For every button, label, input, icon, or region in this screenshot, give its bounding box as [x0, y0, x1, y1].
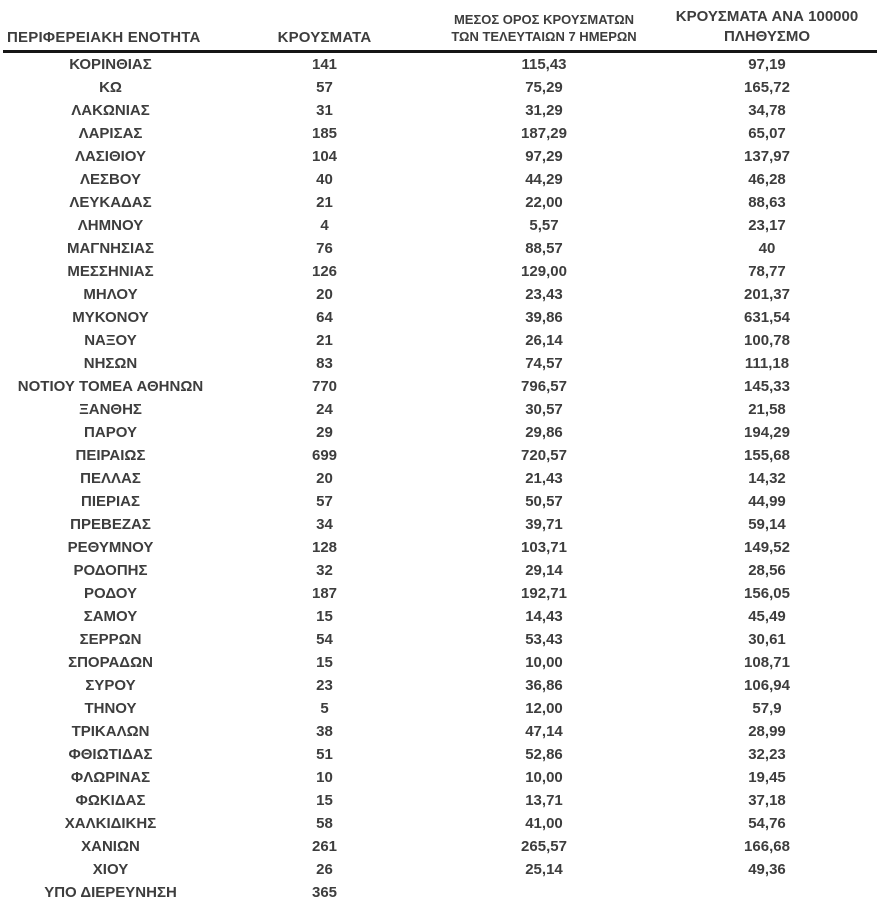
cases-cell: 185	[311, 125, 338, 142]
avg7days-cell: 88,57	[525, 240, 563, 257]
avg7days-cell	[431, 881, 657, 904]
avg7days-cell: 265,57	[521, 838, 567, 855]
region-cell: ΣΑΜΟΥ	[83, 608, 138, 625]
table-row	[3, 191, 877, 214]
cases-cell: 58	[316, 815, 333, 832]
table-row	[3, 513, 877, 536]
avg7days-cell: 10,00	[525, 654, 563, 671]
region-cell: ΠΙΕΡΙΑΣ	[80, 493, 140, 510]
cases-cell: 10	[316, 769, 333, 786]
per100k-cell: 166,68	[744, 838, 790, 855]
table-row	[3, 858, 877, 881]
cases-cell: 34	[316, 516, 333, 533]
avg7days-cell: 41,00	[525, 815, 563, 832]
cases-cell: 141	[311, 56, 338, 73]
cases-cell: 26	[316, 861, 333, 878]
table-row	[3, 237, 877, 260]
region-cell: ΝΗΣΩΝ	[83, 355, 138, 372]
region-cell: ΧΑΝΙΩΝ	[81, 838, 140, 855]
per100k-cell: 28,99	[748, 723, 786, 740]
cases-cell: 83	[316, 355, 333, 372]
table-row	[3, 168, 877, 191]
region-cell: ΝΑΞΟΥ	[84, 332, 137, 349]
avg7days-cell: 52,86	[525, 746, 563, 763]
per100k-cell: 78,77	[748, 263, 786, 280]
column-header-per100k-line1: ΚΡΟΥΣΜΑΤΑ ΑΝΑ 100000	[675, 8, 859, 25]
table-row	[3, 329, 877, 352]
avg7days-cell: 187,29	[521, 125, 567, 142]
table-row	[3, 559, 877, 582]
per100k-cell: 631,54	[744, 309, 790, 326]
table-row	[3, 352, 877, 375]
table-row	[3, 99, 877, 122]
per100k-cell: 28,56	[748, 562, 786, 579]
avg7days-cell: 74,57	[525, 355, 563, 372]
region-cell: ΣΕΡΡΩΝ	[79, 631, 142, 648]
table-row	[3, 674, 877, 697]
region-cell: ΦΘΙΩΤΙΔΑΣ	[68, 746, 153, 763]
avg7days-cell: 13,71	[525, 792, 563, 809]
table-row	[3, 743, 877, 766]
cases-cell: 4	[320, 217, 329, 234]
per100k-cell: 37,18	[748, 792, 786, 809]
table-row	[3, 490, 877, 513]
cases-cell: 57	[316, 79, 333, 96]
avg7days-cell: 12,00	[525, 700, 563, 717]
avg7days-cell: 192,71	[521, 585, 567, 602]
avg7days-cell: 23,43	[525, 286, 563, 303]
column-header-avg7days-line2: ΤΩΝ ΤΕΛΕΥΤΑΙΩΝ 7 ΗΜΕΡΩΝ	[451, 29, 637, 45]
cases-cell: 187	[311, 585, 338, 602]
table-row	[3, 122, 877, 145]
table-row	[3, 260, 877, 283]
avg7days-cell: 44,29	[525, 171, 563, 188]
table-row	[3, 835, 877, 858]
region-cell: ΞΑΝΘΗΣ	[79, 401, 142, 418]
per100k-cell: 49,36	[748, 861, 786, 878]
cases-cell: 24	[316, 401, 333, 418]
region-cell: ΧΑΛΚΙΔΙΚΗΣ	[64, 815, 157, 832]
cases-cell: 699	[311, 447, 338, 464]
cases-cell: 126	[311, 263, 338, 280]
region-cell: ΛΑΡΙΣΑΣ	[78, 125, 143, 142]
cases-cell: 20	[316, 470, 333, 487]
column-header-avg7days	[431, 7, 657, 52]
per100k-cell: 59,14	[748, 516, 786, 533]
avg7days-cell: 30,57	[525, 401, 563, 418]
table-row	[3, 214, 877, 237]
cases-cell: 40	[316, 171, 333, 188]
region-cell: ΡΕΘΥΜΝΟΥ	[67, 539, 154, 556]
cases-cell: 15	[316, 608, 333, 625]
cases-cell: 5	[320, 700, 329, 717]
per100k-cell: 14,32	[748, 470, 786, 487]
column-header-per100k-line2: ΠΛΗΘΥΣΜΟ	[723, 27, 811, 45]
region-cell: ΣΠΟΡΑΔΩΝ	[68, 654, 153, 671]
avg7days-cell: 29,86	[525, 424, 563, 441]
cases-cell: 64	[316, 309, 333, 326]
region-cell: ΠΕΙΡΑΙΩΣ	[75, 447, 146, 464]
table-row	[3, 536, 877, 559]
table-row	[3, 789, 877, 812]
table-row	[3, 605, 877, 628]
avg7days-cell: 53,43	[525, 631, 563, 648]
per100k-cell: 54,76	[748, 815, 786, 832]
region-cell: ΧΙΟΥ	[92, 861, 129, 878]
avg7days-cell: 22,00	[525, 194, 563, 211]
per100k-cell: 65,07	[748, 125, 786, 142]
region-cell: ΡΟΔΟΠΗΣ	[73, 562, 148, 579]
table-row	[3, 582, 877, 605]
table-row	[3, 467, 877, 490]
region-cell: ΥΠΟ ΔΙΕΡΕΥΝΗΣΗ	[44, 884, 177, 901]
region-cell: ΜΥΚΟΝΟΥ	[72, 309, 149, 326]
cases-cell: 21	[316, 332, 333, 349]
avg7days-cell: 39,71	[525, 516, 563, 533]
avg7days-cell: 129,00	[521, 263, 567, 280]
avg7days-cell: 50,57	[525, 493, 563, 510]
region-cell: ΛΕΥΚΑΔΑΣ	[69, 194, 152, 211]
per100k-cell: 30,61	[748, 631, 786, 648]
avg7days-cell: 25,14	[525, 861, 563, 878]
table-row	[3, 76, 877, 99]
region-cell: ΠΑΡΟΥ	[84, 424, 137, 441]
per100k-cell: 165,72	[744, 79, 790, 96]
column-header-cases: ΚΡΟΥΣΜΑΤΑ	[218, 7, 431, 52]
region-cell: ΛΑΣΙΘΙΟΥ	[74, 148, 147, 165]
per100k-cell: 137,97	[744, 148, 790, 165]
region-cell: ΠΕΛΛΑΣ	[80, 470, 141, 487]
per100k-cell: 145,33	[744, 378, 790, 395]
cases-cell: 51	[316, 746, 333, 763]
avg7days-cell: 75,29	[525, 79, 563, 96]
per100k-cell: 155,68	[744, 447, 790, 464]
region-cell: ΝΟΤΙΟΥ ΤΟΜΕΑ ΑΘΗΝΩΝ	[17, 378, 204, 395]
avg7days-cell: 10,00	[525, 769, 563, 786]
region-cell: ΦΩΚΙΔΑΣ	[75, 792, 146, 809]
per100k-cell: 40	[758, 240, 776, 257]
cases-cell: 770	[311, 378, 338, 395]
per100k-cell: 45,49	[748, 608, 786, 625]
region-cell: ΣΥΡΟΥ	[85, 677, 136, 694]
per100k-cell: 149,52	[744, 539, 790, 556]
table-row	[3, 697, 877, 720]
region-cell: ΚΩ	[99, 79, 122, 96]
per100k-cell: 23,17	[748, 217, 786, 234]
avg7days-cell: 29,14	[525, 562, 563, 579]
cases-cell: 261	[311, 838, 338, 855]
per100k-cell: 194,29	[744, 424, 790, 441]
region-cell: ΛΑΚΩΝΙΑΣ	[71, 102, 150, 119]
regional-cases-table-container	[3, 0, 877, 904]
per100k-cell: 111,18	[744, 355, 790, 372]
avg7days-cell: 31,29	[525, 102, 563, 119]
per100k-cell: 106,94	[744, 677, 790, 694]
region-cell: ΦΛΩΡΙΝΑΣ	[70, 769, 151, 786]
table-row	[3, 398, 877, 421]
avg7days-cell: 5,57	[529, 217, 559, 234]
per100k-cell: 156,05	[744, 585, 790, 602]
region-cell: ΤΡΙΚΑΛΩΝ	[71, 723, 150, 740]
table-row	[3, 444, 877, 467]
cases-cell: 29	[316, 424, 333, 441]
avg7days-cell: 21,43	[525, 470, 563, 487]
cases-cell: 32	[316, 562, 333, 579]
region-cell: ΛΗΜΝΟΥ	[77, 217, 144, 234]
per100k-cell: 88,63	[748, 194, 786, 211]
table-row	[3, 52, 877, 77]
per100k-cell: 100,78	[744, 332, 790, 349]
table-row	[3, 283, 877, 306]
table-body	[3, 52, 877, 905]
avg7days-cell: 720,57	[521, 447, 567, 464]
table-row	[3, 306, 877, 329]
per100k-cell: 46,28	[748, 171, 786, 188]
table-row	[3, 375, 877, 398]
avg7days-cell: 97,29	[525, 148, 563, 165]
cases-cell: 15	[316, 654, 333, 671]
column-header-avg7days-line1: ΜΕΣΟΣ ΟΡΟΣ ΚΡΟΥΣΜΑΤΩΝ	[453, 11, 635, 27]
cases-cell: 57	[316, 493, 333, 510]
table-row	[3, 145, 877, 168]
per100k-cell: 201,37	[744, 286, 790, 303]
table-row	[3, 720, 877, 743]
per100k-cell: 21,58	[748, 401, 786, 418]
region-cell: ΚΟΡΙΝΘΙΑΣ	[69, 56, 152, 73]
cases-cell: 38	[316, 723, 333, 740]
cases-cell: 21	[316, 194, 333, 211]
regional-cases-table	[3, 7, 877, 904]
region-cell: ΛΕΣΒΟΥ	[79, 171, 142, 188]
table-row	[3, 421, 877, 444]
avg7days-cell: 115,43	[521, 56, 567, 73]
cases-cell: 31	[316, 102, 333, 119]
cases-cell: 20	[316, 286, 333, 303]
cases-cell: 54	[316, 631, 333, 648]
avg7days-cell: 26,14	[525, 332, 563, 349]
column-header-per100k	[657, 7, 877, 52]
header-row	[3, 7, 877, 52]
avg7days-cell: 39,86	[525, 309, 563, 326]
region-cell: ΤΗΝΟΥ	[84, 700, 137, 717]
avg7days-cell: 47,14	[525, 723, 563, 740]
per100k-cell: 108,71	[744, 654, 790, 671]
per100k-cell: 34,78	[748, 102, 786, 119]
table-header	[3, 7, 877, 52]
per100k-cell: 19,45	[748, 769, 786, 786]
cases-cell: 76	[316, 240, 333, 257]
table-row	[3, 651, 877, 674]
cases-cell: 15	[316, 792, 333, 809]
per100k-cell	[657, 881, 877, 904]
region-cell: ΜΕΣΣΗΝΙΑΣ	[67, 263, 154, 280]
avg7days-cell: 36,86	[525, 677, 563, 694]
table-row	[3, 628, 877, 651]
cases-cell: 104	[311, 148, 338, 165]
per100k-cell: 32,23	[748, 746, 786, 763]
avg7days-cell: 796,57	[521, 378, 567, 395]
per100k-cell: 97,19	[748, 56, 786, 73]
cases-cell: 365	[311, 884, 338, 901]
per100k-cell: 44,99	[748, 493, 786, 510]
table-row	[3, 881, 877, 904]
region-cell: ΜΑΓΝΗΣΙΑΣ	[66, 240, 154, 257]
cases-cell: 23	[316, 677, 333, 694]
column-header-region: ΠΕΡΙΦΕΡΕΙΑΚΗ ΕΝΟΤΗΤΑ	[3, 7, 218, 52]
per100k-cell: 57,9	[752, 700, 782, 717]
table-row	[3, 812, 877, 835]
table-row	[3, 766, 877, 789]
cases-cell: 128	[311, 539, 338, 556]
region-cell: ΜΗΛΟΥ	[83, 286, 138, 303]
region-cell: ΡΟΔΟΥ	[84, 585, 137, 602]
region-cell: ΠΡΕΒΕΖΑΣ	[70, 516, 151, 533]
avg7days-cell: 14,43	[525, 608, 563, 625]
avg7days-cell: 103,71	[521, 539, 567, 556]
